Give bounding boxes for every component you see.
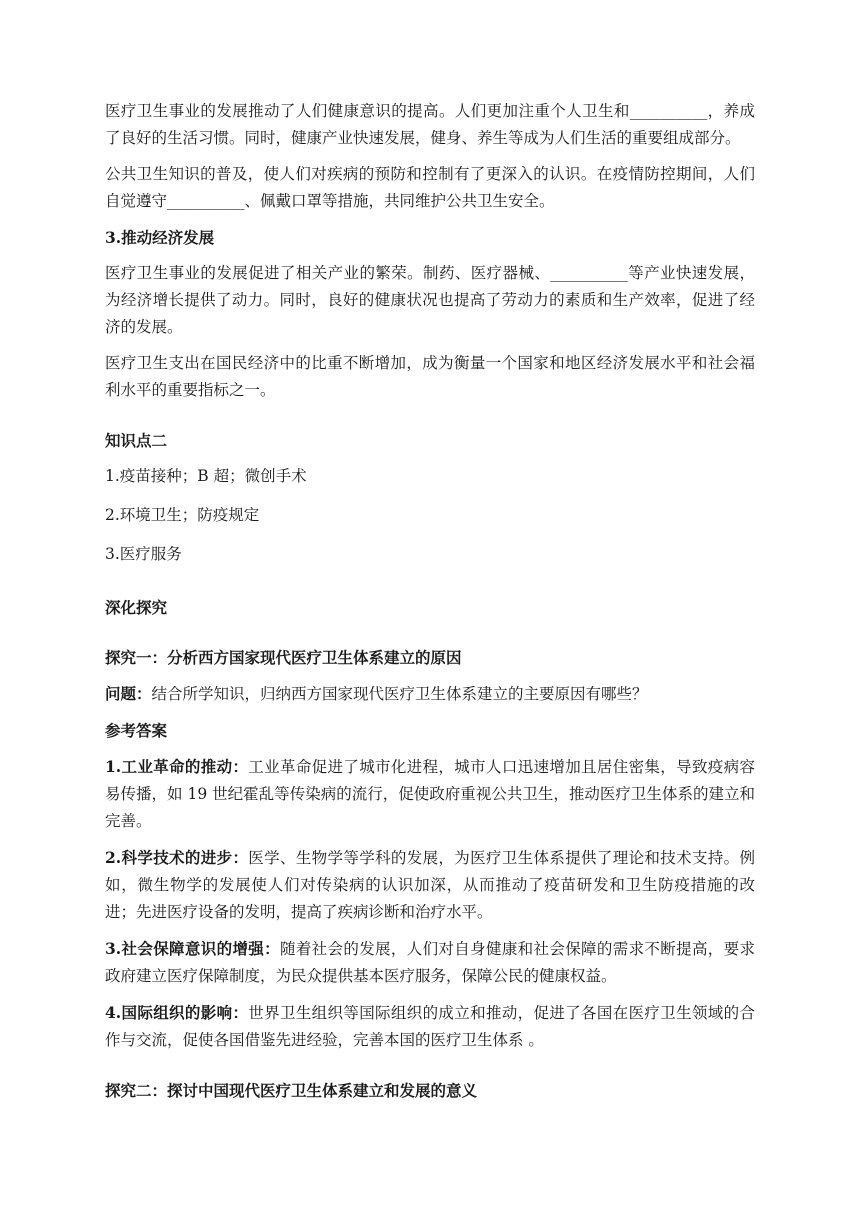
paragraph-public-health-knowledge: 公共卫生知识的普及，使人们对疾病的预防和控制有了更深入的认识。在疫情防控期间，人们自觉遵守__________、佩戴口罩等措施，共同维护公共卫生安全。	[105, 165, 755, 210]
question	[105, 680, 755, 708]
question-text: 结合所学知识，归纳西方国家现代医疗卫生体系建立的主要原因有哪些？	[151, 685, 648, 703]
knowledge-item: 3.医疗服务	[105, 545, 182, 563]
knowledge-item: 2.环境卫生；防疫规定	[105, 506, 260, 524]
question-label: 问题：	[105, 684, 152, 703]
answer-item	[105, 935, 755, 990]
answer-text: 随着社会的发展，人们对自身健康和社会保障的需求不断提高，要求政府建立医疗保障制度，为民众提供基本医疗服务，保障公民的健康权益。	[105, 940, 755, 985]
answer-item	[105, 999, 755, 1054]
answer-label: 1.工业革命的推动：	[105, 757, 249, 776]
document-page	[105, 98, 755, 1113]
paragraph-health-awareness: 医疗卫生事业的发展推动了人们健康意识的提高。人们更加注重个人卫生和__________，养成了良好的生活习惯。同时，健康产业快速发展，健身、养生等成为人们生活的重要组成部分。	[105, 102, 755, 147]
paragraph-industry-prosperity: 医疗卫生事业的发展促进了相关产业的繁荣。制药、医疗器械、__________等产业快速发展，为经济增长提供了动力。同时，良好的健康状况也提高了劳动力的素质和生产效率，促进了经济的发展。	[105, 264, 755, 336]
heading-deep-inquiry: 深化探究	[105, 598, 168, 617]
answer-text: 医学、生物学等学科的发展，为医疗卫生体系提供了理论和技术支持。例如，微生物学的发展使人们对传染病的认识加深，从而推动了疫苗研发和卫生防疫措施的改进；先进医疗设备的发明，提高了疾病诊断和治疗水平。	[105, 849, 755, 921]
heading-knowledge-point-2: 知识点二	[105, 431, 168, 450]
answer-item	[105, 753, 755, 835]
answer-label: 3.社会保障意识的增强：	[105, 939, 280, 958]
answer-label: 4.国际组织的影响：	[105, 1003, 249, 1022]
heading-inquiry-2: 探究二：探讨中国现代医疗卫生体系建立和发展的意义	[105, 1081, 478, 1100]
heading-reference-answer: 参考答案	[105, 721, 168, 740]
knowledge-item: 1.疫苗接种；B 超；微创手术	[105, 467, 307, 485]
answer-text: 工业革命促进了城市化进程，城市人口迅速增加且居住密集，导致疫病容易传播，如 19 世纪霍乱等传染病的流行，促使政府重视公共卫生，推动医疗卫生体系的建立和完善。	[105, 758, 755, 830]
answer-item	[105, 844, 755, 926]
heading-inquiry-1: 探究一：分析西方国家现代医疗卫生体系建立的原因	[105, 648, 462, 667]
heading-economic-development: 3.推动经济发展	[105, 228, 215, 247]
paragraph-health-expenditure: 医疗卫生支出在国民经济中的比重不断增加，成为衡量一个国家和地区经济发展水平和社会福利水平的重要指标之一。	[105, 354, 755, 399]
answer-label: 2.科学技术的进步：	[105, 848, 249, 867]
answer-text: 世界卫生组织等国际组织的成立和推动，促进了各国在医疗卫生领域的合作与交流，促使各国借鉴先进经验，完善本国的医疗卫生体系 。	[105, 1004, 755, 1049]
